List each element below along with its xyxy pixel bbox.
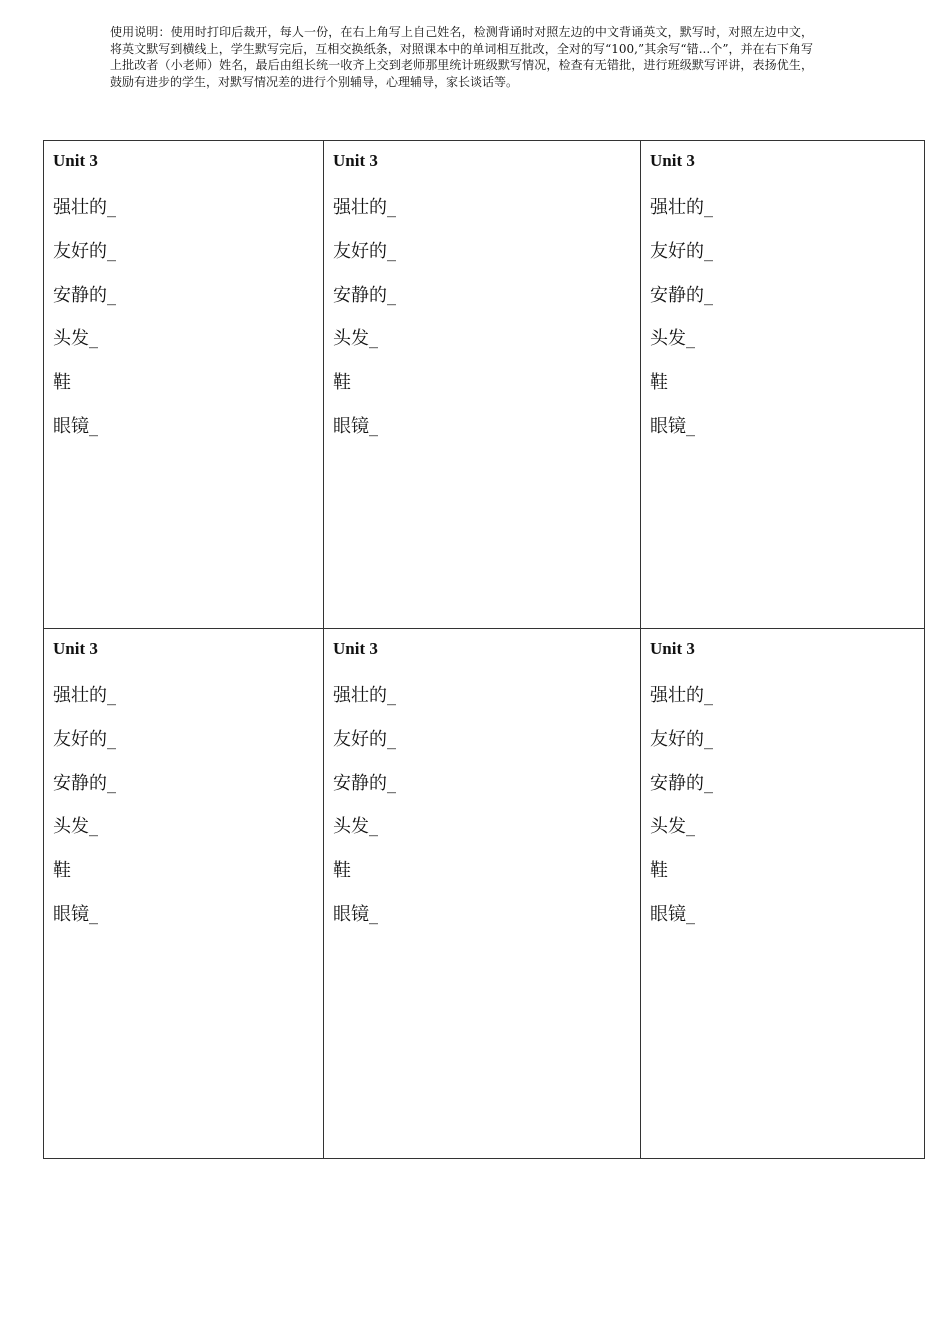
word-item: 安静的_ bbox=[650, 284, 713, 306]
usage-instructions: 使用说明：使用时打印后裁开，每人一份，在右上角写上自己姓名，检测背诵时对照左边的中文背诵英文，默写时，对照左边中文，将英文默写到横线上，学生默写完后，互相交换纸条，对照课本中的单词相互批改，全对的写“100,”其余写“错...个”，并在右下角写上批改者（小老师）姓名，最后由组长统一收齐上交到老师那里统计班级默写情况，检查有无错批，进行班级默写评讲，表扬优生，鼓励有进步的学生，对默写情况差的进行个别辅导，心理辅导，家长谈话等。 bbox=[110, 25, 813, 89]
dictation-card bbox=[44, 141, 324, 629]
word-item: 友好的_ bbox=[333, 240, 396, 262]
card-title: Unit 3 bbox=[333, 639, 378, 658]
word-list bbox=[333, 197, 631, 438]
word-item: 安静的_ bbox=[650, 772, 713, 794]
word-item: 强壮的_ bbox=[650, 197, 713, 218]
word-item: 头发_ bbox=[333, 328, 378, 350]
word-item: 眼镜_ bbox=[650, 903, 695, 925]
word-item: 眼镜_ bbox=[53, 903, 98, 925]
word-item: 鞋 bbox=[333, 372, 351, 394]
word-item: 安静的_ bbox=[53, 772, 116, 794]
word-item: 眼镜_ bbox=[333, 415, 378, 437]
word-item: 友好的_ bbox=[650, 728, 713, 750]
dictation-card bbox=[324, 629, 641, 1158]
word-item: 眼镜_ bbox=[53, 415, 98, 437]
word-item: 强壮的_ bbox=[53, 197, 116, 218]
word-item: 安静的_ bbox=[53, 284, 116, 306]
word-item: 眼镜_ bbox=[333, 903, 378, 925]
word-item: 鞋 bbox=[53, 372, 71, 394]
dictation-grid bbox=[43, 140, 925, 1159]
word-list bbox=[53, 685, 314, 926]
word-list bbox=[333, 685, 631, 926]
word-item: 头发_ bbox=[650, 328, 695, 350]
word-item: 友好的_ bbox=[53, 240, 116, 262]
word-item: 头发_ bbox=[53, 816, 98, 838]
card-title: Unit 3 bbox=[650, 151, 695, 170]
word-item: 友好的_ bbox=[53, 728, 116, 750]
card-title: Unit 3 bbox=[53, 639, 98, 658]
word-list bbox=[650, 685, 915, 926]
word-item: 头发_ bbox=[333, 816, 378, 838]
word-item: 鞋 bbox=[53, 860, 71, 882]
word-list bbox=[650, 197, 915, 438]
word-list bbox=[53, 197, 314, 438]
dictation-card bbox=[324, 141, 641, 629]
word-item: 安静的_ bbox=[333, 284, 396, 306]
dictation-card bbox=[641, 629, 924, 1158]
word-item: 头发_ bbox=[650, 816, 695, 838]
card-title: Unit 3 bbox=[53, 151, 98, 170]
dictation-card bbox=[44, 629, 324, 1158]
card-title: Unit 3 bbox=[650, 639, 695, 658]
word-item: 头发_ bbox=[53, 328, 98, 350]
word-item: 强壮的_ bbox=[333, 685, 396, 706]
word-item: 强壮的_ bbox=[333, 197, 396, 218]
word-item: 鞋 bbox=[650, 372, 668, 394]
dictation-card bbox=[641, 141, 924, 629]
word-item: 友好的_ bbox=[650, 240, 713, 262]
word-item: 安静的_ bbox=[333, 772, 396, 794]
card-title: Unit 3 bbox=[333, 151, 378, 170]
word-item: 眼镜_ bbox=[650, 415, 695, 437]
word-item: 友好的_ bbox=[333, 728, 396, 750]
word-item: 强壮的_ bbox=[53, 685, 116, 706]
word-item: 鞋 bbox=[333, 860, 351, 882]
word-item: 鞋 bbox=[650, 860, 668, 882]
word-item: 强壮的_ bbox=[650, 685, 713, 706]
